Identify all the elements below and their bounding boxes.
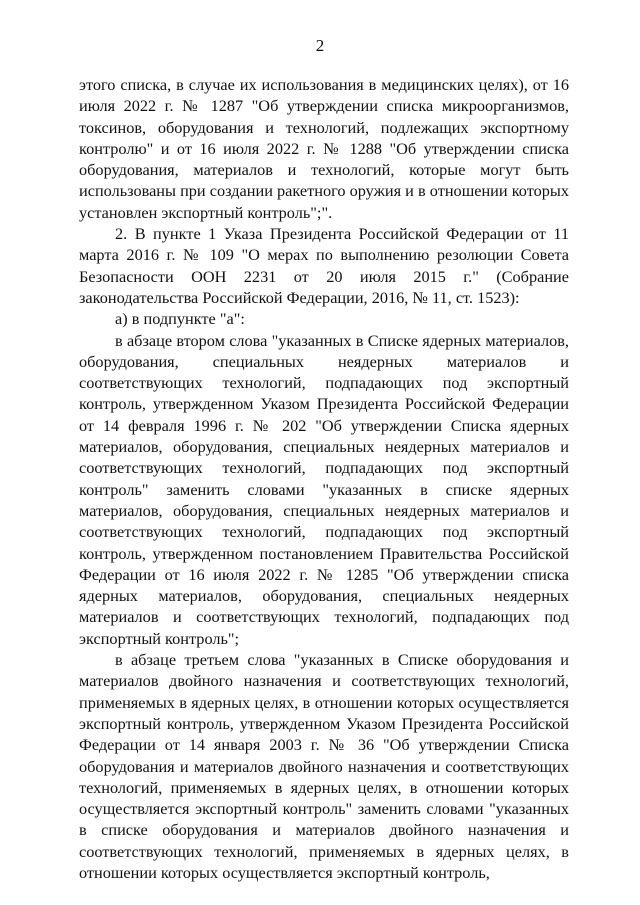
page-number: 2 <box>315 36 325 55</box>
paragraph-continuation: этого списка, в случае их использования в медицинских целях), от 16 июля 2022 г. № 1287 "Об утверждении списка микроорганизмов, токсинов, оборудования и технологий, подлежащих экспортному контролю" и от 16 июля 2022 г. № 1288 "Об утверждении списка оборудования, материалов и технологий, которые могут быть использованы при создании ракетного оружия и в отношении которых установлен экспортный контроль";". <box>79 75 569 222</box>
paragraph-third-abzac: в абзаце третьем слова "указанных в Списке оборудования и материалов двойного назначения и соответствующих технологий, применяемых в ядерных целях, в отношении которых осуществляется экспортный контроль, утвержденном Указом Президента Российской Федерации от 14 января 2003 г. № 36 "Об утверждении Списка оборудования и материалов двойного назначения и соответствующих технологий, применяемых в ядерных целях, в отношении которых осуществляется экспортный контроль" заменить словами "указанных в списке оборудования и материалов двойного назначения и соответствующих технологий, применяемых в ядерных целях, в отношении которых осуществляется экспортный контроль, <box>79 650 569 882</box>
document-body <box>79 74 569 883</box>
paragraph-item-2: 2. В пункте 1 Указа Президента Российской Федерации от 11 марта 2016 г. № 109 "О мерах по выполнению резолюции Совета Безопасности ООН 2231 от 20 июля 2015 г." (Собрание законодательства Российской Федерации, 2016, № 11, ст. 1523): <box>79 224 569 307</box>
paragraph-second-abzac: в абзаце втором слова "указанных в Списке ядерных материалов, оборудования, специальных неядерных материалов и соответствующих технологий, подпадающих под экспортный контроль, утвержденном Указом Президента Российской Федерации от 14 февраля 1996 г. № 202 "Об утверждении Списка ядерных материалов, оборудования, специальных неядерных материалов и соответствующих технологий, подпадающих под экспортный контроль" заменить словами "указанных в списке ядерных материалов, оборудования, специальных неядерных материалов и соответствующих технологий, подпадающих под экспортный контроль, утвержденном постановлением Правительства Российской Федерации от 16 июля 2022 г. № 1285 "Об утверждении списка ядерных материалов, оборудования, специальных неядерных материалов и соответствующих технологий, подпадающих под экспортный контроль"; <box>79 330 569 648</box>
paragraph-subitem-a: а) в подпункте "а": <box>115 309 245 329</box>
